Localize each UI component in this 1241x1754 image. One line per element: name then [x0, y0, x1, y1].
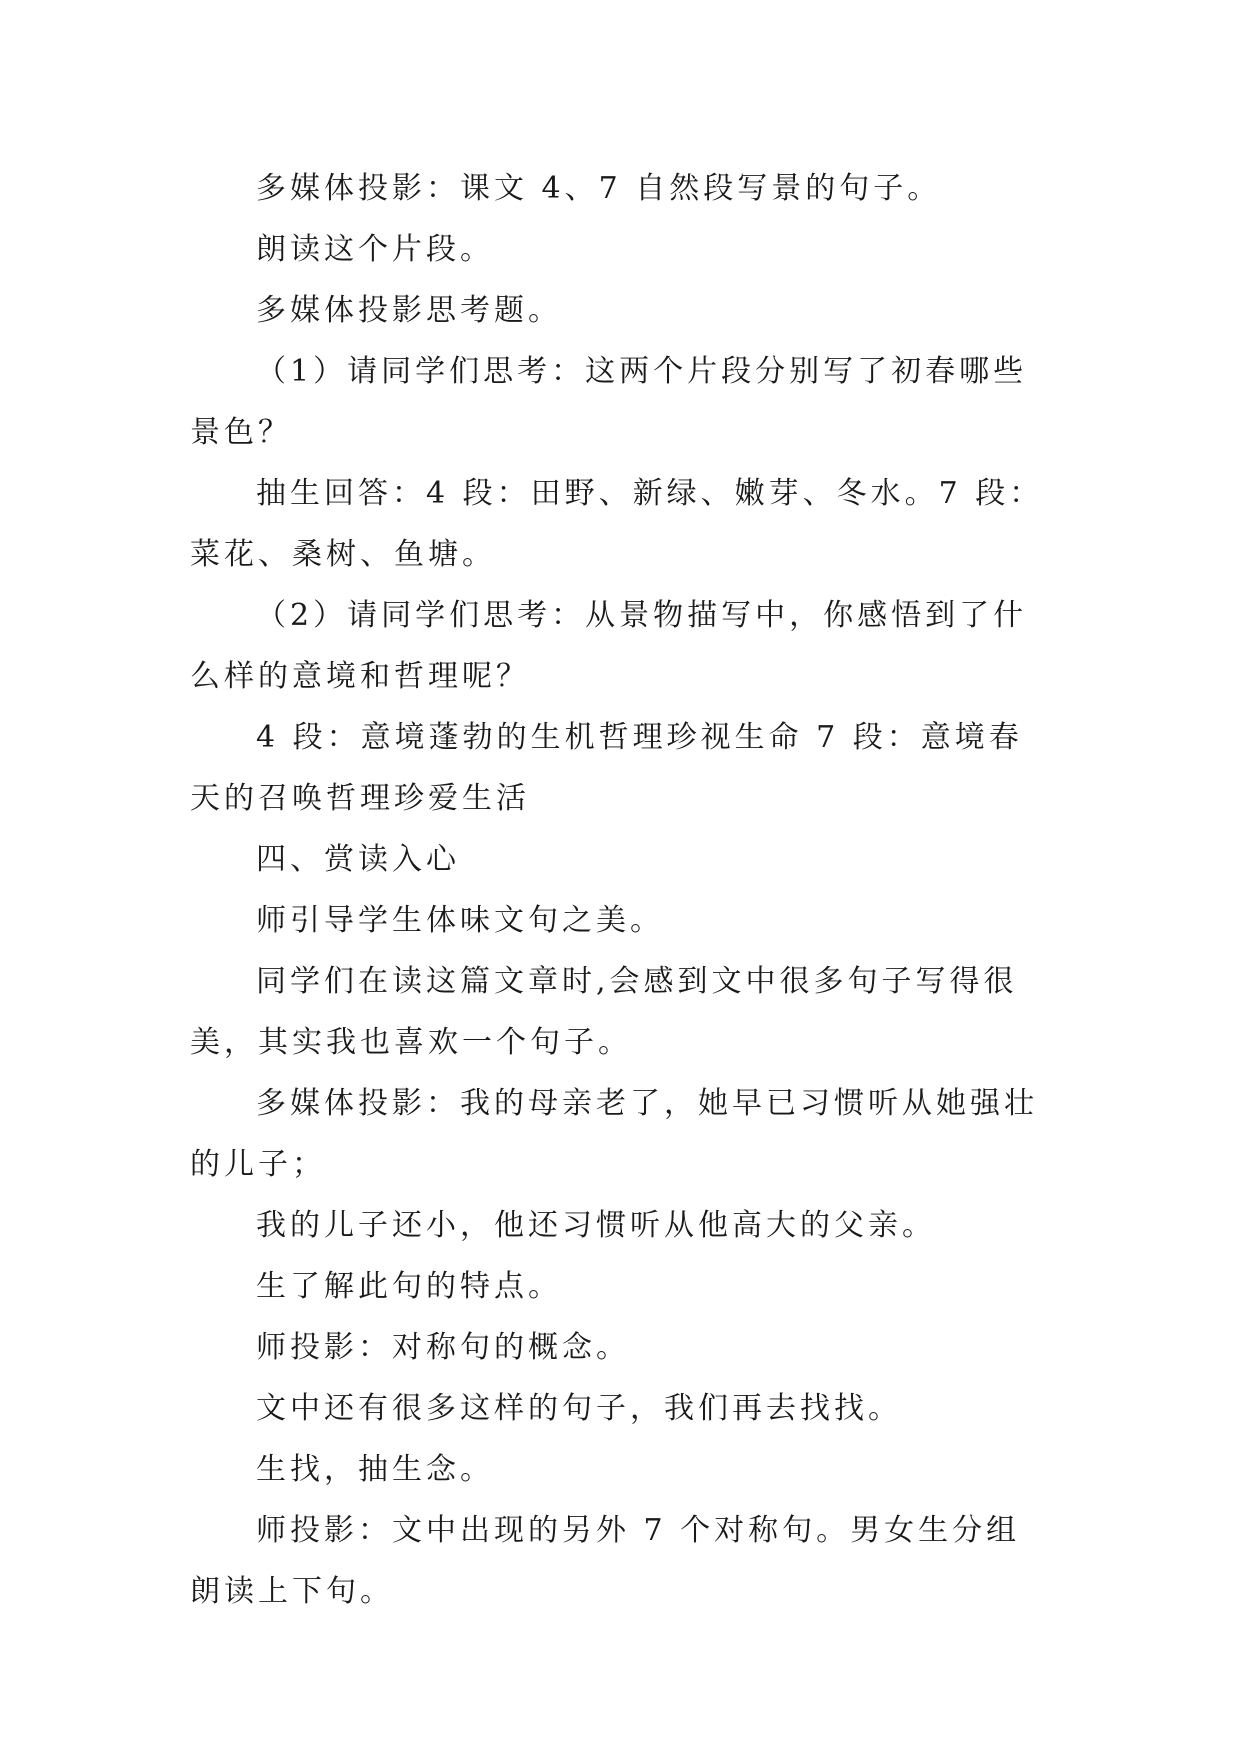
- document-body: [190, 158, 1050, 1622]
- paragraph: 文中还有很多这样的句子，我们再去找找。: [256, 1391, 902, 1426]
- paragraph: （2）请同学们思考：从景物描写中，你感悟到了什么样的意境和哲理呢？: [190, 598, 1028, 694]
- paragraph: 4 段：意境蓬勃的生机哲理珍视生命 7 段：意境春天的召唤哲理珍爱生活: [190, 720, 1023, 816]
- paragraph: 师投影：对称句的概念。: [256, 1330, 630, 1365]
- paragraph: 师投影：文中出现的另外 7 个对称句。男女生分组朗读上下句。: [190, 1513, 1021, 1609]
- paragraph: 我的儿子还小，他还习惯听从他高大的父亲。: [256, 1208, 936, 1243]
- paragraph: 同学们在读这篇文章时,会感到文中很多句子写得很美，其实我也喜欢一个句子。: [190, 964, 1018, 1060]
- paragraph: 生找，抽生念。: [256, 1452, 494, 1487]
- section-heading: 四、赏读入心: [256, 842, 460, 877]
- paragraph: 生了解此句的特点。: [256, 1269, 562, 1304]
- paragraph: 抽生回答：4 段：田野、新绿、嫩芽、冬水。7 段：菜花、桑树、鱼塘。: [190, 476, 1044, 572]
- paragraph: 多媒体投影思考题。: [256, 293, 562, 328]
- paragraph: 师引导学生体味文句之美。: [256, 903, 664, 938]
- paragraph: （1）请同学们思考：这两个片段分别写了初春哪些景色？: [190, 354, 1028, 450]
- paragraph: 朗读这个片段。: [256, 232, 494, 267]
- paragraph: 多媒体投影：课文 4、7 自然段写景的句子。: [256, 171, 942, 206]
- paragraph: 多媒体投影：我的母亲老了，她早已习惯听从她强壮的儿子；: [190, 1086, 1038, 1182]
